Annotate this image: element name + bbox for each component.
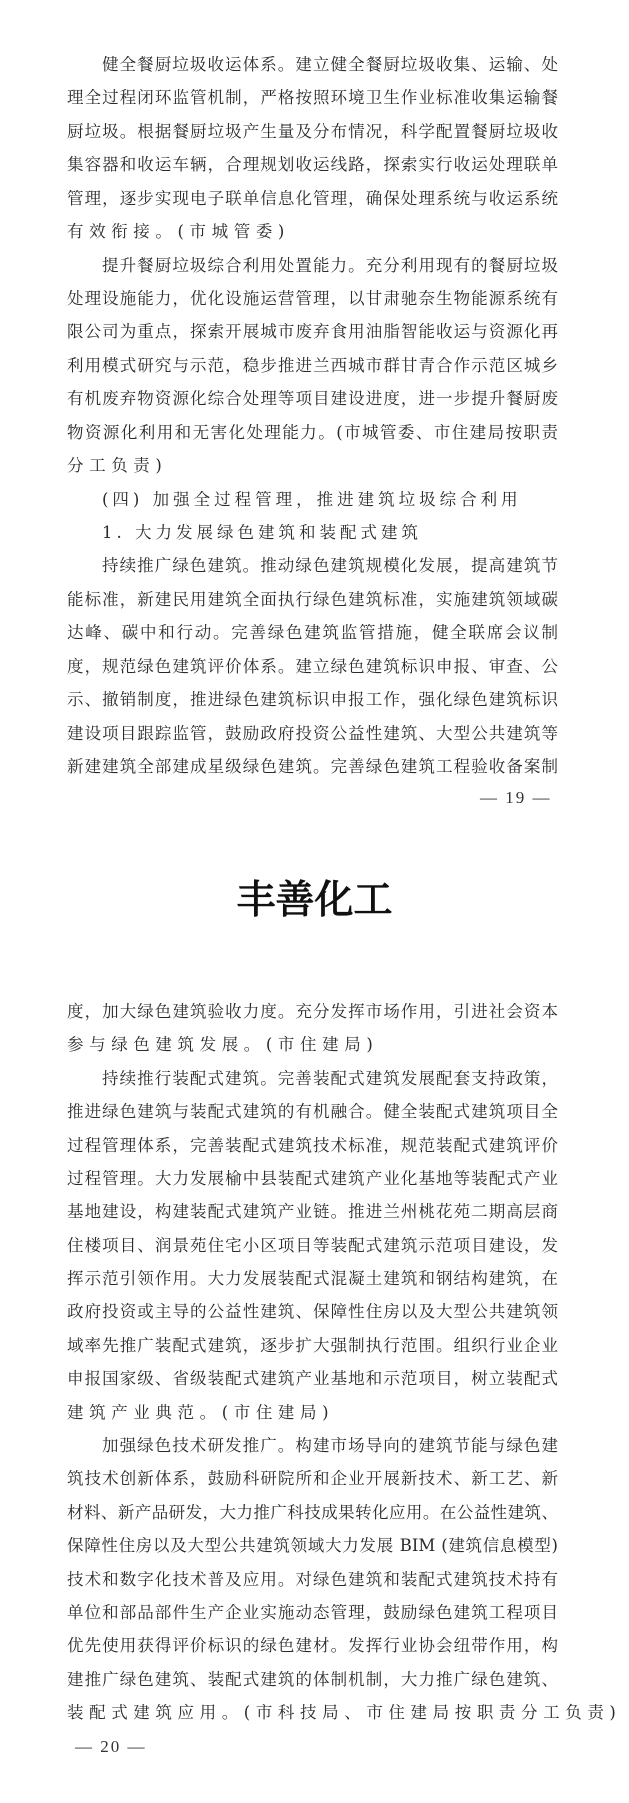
paragraph-line: 管理，逐步实现电子联单信息化管理，确保处理系统与收运系统: [67, 189, 558, 208]
paragraph-line: 申报国家级、省级装配式建筑产业基地和示范项目，树立装配式: [67, 1369, 558, 1388]
paragraph-line: 基地建设，构建装配式建筑产业链。推进兰州桃花苑二期高层商: [67, 1202, 558, 1221]
paragraph-line: 度，规范绿色建筑评价体系。建立绿色建筑标识申报、审查、公: [67, 657, 558, 676]
watermark-logo-text: 丰善化工: [236, 878, 393, 923]
paragraph-line: 技术和数字化技术普及应用。对绿色建筑和装配式建筑技术持有: [67, 1570, 558, 1589]
paragraph-line: 筑技术创新体系，鼓励科研院所和企业开展新技术、新工艺、新: [67, 1469, 558, 1488]
paragraph-line: 过程管理体系，完善装配式建筑技术标准，规范装配式建筑评价: [67, 1136, 558, 1155]
paragraph-line: 单位和部品部件生产企业实施动态管理，鼓励绿色建筑工程项目: [67, 1603, 558, 1622]
paragraph-line: 集容器和收运车辆，合理规划收运线路，探索实行收运处理联单: [67, 155, 558, 174]
paragraph-line: 物资源化利用和无害化处理能力。(市城管委、市住建局按职责: [67, 423, 558, 442]
paragraph-line: 利用模式研究与示范，稳步推进兰西城市群甘青合作示范区城乡: [67, 356, 558, 375]
paragraph-line: 分工负责): [67, 456, 168, 475]
paragraph-line: 有机废弃物资源化综合处理等项目建设进度，进一步提升餐厨废: [67, 389, 558, 408]
paragraph-line: 处理设施能力，优化设施运营管理，以甘肃驰奈生物能源系统有: [67, 289, 558, 308]
paragraph-line: 示、撤销制度，推进绿色建筑标识申报工作，强化绿色建筑标识: [67, 690, 558, 709]
paragraph-line: 持续推广绿色建筑。推动绿色建筑规模化发展，提高建筑节: [102, 556, 558, 575]
paragraph-line: 达峰、碳中和行动。完善绿色建筑监管措施，健全联席会议制: [67, 623, 558, 642]
paragraph-line: 度，加大绿色建筑验收力度。充分发挥市场作用，引进社会资本: [67, 1002, 558, 1021]
subsection-heading: 1. 大力发展绿色建筑和装配式建筑: [102, 523, 422, 542]
paragraph-line: 政府投资或主导的公益性建筑、保障性住房以及大型公共建筑领: [67, 1302, 558, 1321]
paragraph-line: 挥示范引领作用。大力发展装配式混凝土建筑和钢结构建筑，在: [67, 1269, 558, 1288]
paragraph-line: 有效衔接。(市城管委): [67, 222, 290, 241]
paragraph-line: 参与绿色建筑发展。(市住建局): [67, 1035, 379, 1054]
paragraph-line: 理全过程闭环监管机制，严格按照环境卫生作业标准收集运输餐: [67, 88, 558, 107]
paragraph-line: 材料、新产品研发，大力推广科技成果转化应用。在公益性建筑、: [67, 1503, 558, 1522]
paragraph-line: 建筑产业典范。(市住建局): [67, 1403, 335, 1422]
paragraph-line: 住楼项目、润景苑住宅小区项目等装配式建筑示范项目建设，发: [67, 1236, 558, 1255]
paragraph-line: 过程管理。大力发展榆中县装配式建筑产业化基地等装配式产业: [67, 1169, 558, 1188]
paragraph-line: 新建建筑全部建成星级绿色建筑。完善绿色建筑工程验收备案制: [67, 757, 558, 776]
page-number: — 20 —: [75, 1737, 147, 1756]
paragraph-line: 能标准，新建民用建筑全面执行绿色建筑标准，实施建筑领域碳: [67, 590, 558, 609]
paragraph-line: 优先使用获得评价标识的绿色建材。发挥行业协会纽带作用，构: [67, 1636, 558, 1655]
paragraph-line: 加强绿色技术研发推广。构建市场导向的建筑节能与绿色建: [102, 1436, 558, 1455]
paragraph-line: 推进绿色建筑与装配式建筑的有机融合。健全装配式建筑项目全: [67, 1102, 558, 1121]
paragraph-line: 保障性住房以及大型公共建筑领域大力发展 BIM (建筑信息模型): [67, 1536, 558, 1555]
paragraph-line: 建推广绿色建筑、装配式建筑的体制机制，大力推广绿色建筑、: [67, 1670, 558, 1689]
section-heading: (四) 加强全过程管理，推进建筑垃圾综合利用: [102, 490, 522, 509]
paragraph-line: 域率先推广装配式建筑，逐步扩大强制执行范围。组织行业企业: [67, 1336, 558, 1355]
paragraph-line: 限公司为重点，探索开展城市废弃食用油脂智能收运与资源化再: [67, 322, 558, 341]
paragraph-line: 厨垃圾。根据餐厨垃圾产生量及分布情况，科学配置餐厨垃圾收: [67, 122, 558, 141]
page-number: — 19 —: [480, 788, 552, 807]
paragraph-line: 持续推行装配式建筑。完善装配式建筑发展配套支持政策，: [102, 1069, 558, 1088]
paragraph-line: 装配式建筑应用。(市科技局、市住建局按职责分工负责): [67, 1703, 622, 1722]
paragraph-line: 健全餐厨垃圾收运体系。建立健全餐厨垃圾收集、运输、处: [102, 55, 558, 74]
paragraph-line: 建设项目跟踪监管，鼓励政府投资公益性建筑、大型公共建筑等: [67, 724, 558, 743]
paragraph-line: 提升餐厨垃圾综合利用处置能力。充分利用现有的餐厨垃圾: [102, 256, 558, 275]
